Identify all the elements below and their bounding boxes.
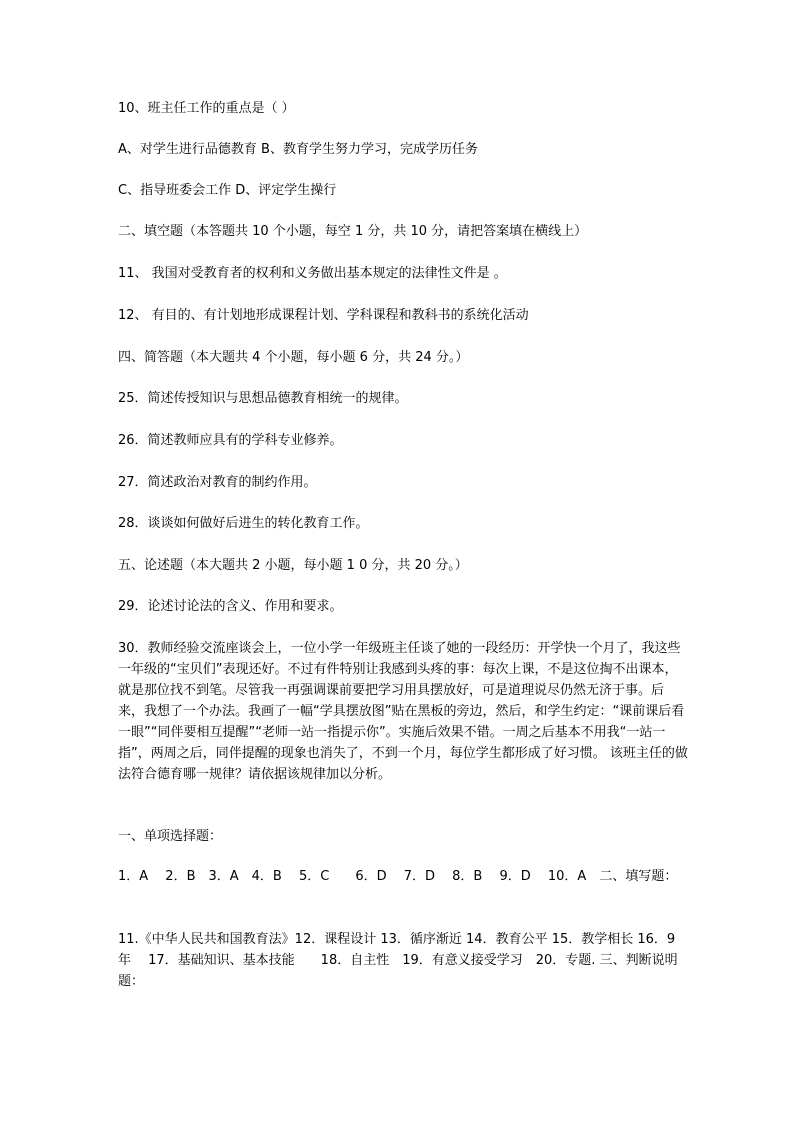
question-26: 26．简述教师应具有的学科专业修养。 (118, 433, 343, 448)
question-25: 25．简述传授知识与思想品德教育相统一的规律。 (118, 391, 408, 406)
section-essay-heading: 五、论述题（本大题共 2 小题，每小题 1 0 分，共 20 分。） (118, 558, 468, 573)
question-10-options-ab: A、对学生进行品德教育 B、教育学生努力学习，完成学历任务 (118, 142, 478, 157)
question-29: 29．论述讨论法的含义、作用和要求。 (118, 599, 343, 614)
answers-single-choice-heading: 一、单项选择题： (118, 829, 223, 844)
section-fill-blank-heading: 二、填空题（本答题共 10 个小题，每空 1 分，共 10 分，请把答案填在横线上） (118, 224, 588, 239)
question-28: 28．谈谈如何做好后进生的转化教育工作。 (118, 516, 369, 531)
answers-fill-blank: 11.《中华人民共和国教育法》12．课程设计 13．循序渐近 14．教育公平 15．教学相长 16．9年 17．基础知识、基本技能 18．自主性 19．有意义接受学习 20．专题. 三、判断说明题： (118, 932, 678, 989)
question-30: 30．教师经验交流座谈会上，一位小学一年级班主任谈了她的一段经历：开学快一个月了，我这些一年级的“宝贝们”表现还好。不过有件特别让我感到头疼的事：每次上课，不是这位掏不出课本，就是那位找不到笔。尽管我一再强调课前要把学习用具摆放好，可是道理说尽仍然无济于事。后来，我想了一个办法。我画了一幅“学具摆放图”贴在黑板的旁边，然后，和学生约定：“课前课后看一眼”“同伴要相互提醒”“老师一站一指提示你”。实施后效果不错。一周之后基本不用我“一站一指”，两周之后，同伴提醒的现象也消失了，不到一个月，每位学生都形成了好习惯。 该班主任的做法符合德育哪一规律？请依据该规律加以分析。 (118, 641, 688, 782)
question-10: 10、班主任工作的重点是（ ） (118, 101, 295, 116)
answers-single-choice: 1．A 2．B 3．A 4．B 5．C 6．D 7．D 8．B 9．D 10．A 二、填写题： (118, 869, 678, 884)
question-11: 11、 我国对受教育者的权利和义务做出基本规定的法律性文件是 。 (118, 266, 507, 281)
question-10-options-cd: C、指导班委会工作 D、评定学生操行 (118, 183, 337, 198)
question-27: 27．简述政治对教育的制约作用。 (118, 475, 317, 490)
section-short-answer-heading: 四、简答题（本大题共 4 个小题，每小题 6 分，共 24 分。） (118, 350, 469, 365)
question-12: 12、 有目的、有计划地形成课程计划、学科课程和教科书的系统化活动 (118, 308, 529, 323)
